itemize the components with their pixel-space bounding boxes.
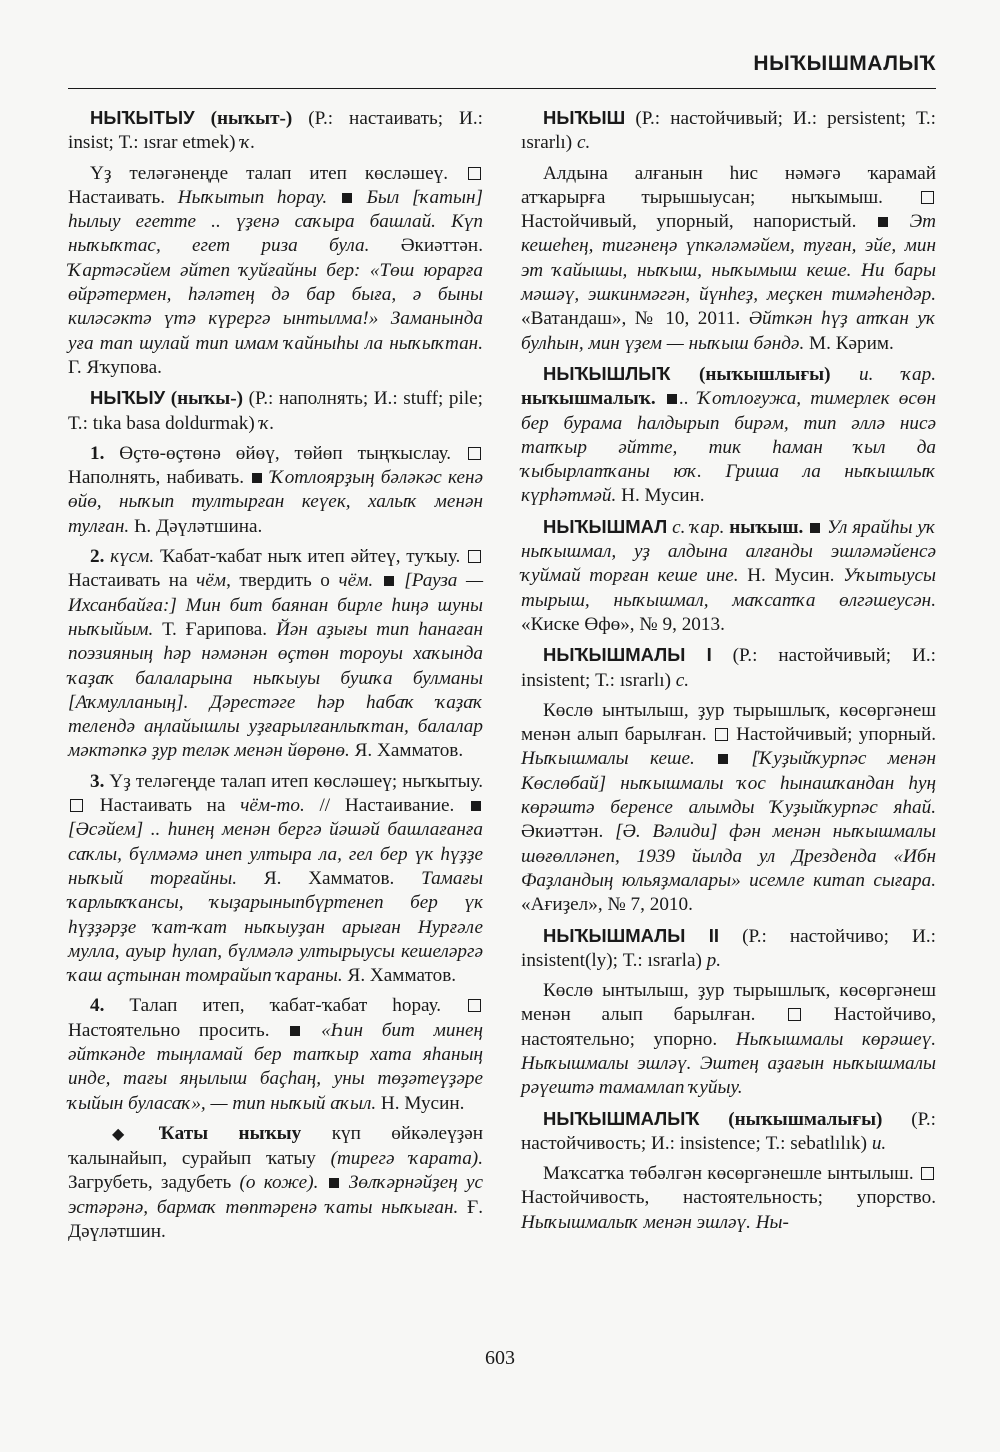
example-marker-icon bbox=[384, 576, 394, 586]
source: Н. Мусин. bbox=[747, 565, 835, 587]
definition: Көслө ынтылыш, ҙур тырышлыҡ, көсөргәнеш менән алып барылған. bbox=[521, 699, 936, 746]
usage-note: (о коже). bbox=[239, 1172, 319, 1194]
russian-marker-icon bbox=[70, 799, 83, 812]
example: Ҡотлоярҙың бәләкәс кенә өйө, ныҡып тултырған кеүек, халыҡ менән тулған. bbox=[68, 467, 483, 537]
idiom bbox=[68, 1122, 483, 1244]
sense-number: 3. bbox=[90, 770, 105, 792]
definition: Үҙ теләгеңде талап итеп көсләшеү; ныҡытыу. bbox=[109, 770, 484, 792]
entry-nykyshmaly-2 bbox=[521, 924, 936, 974]
example: Ныҡытып һорау. bbox=[177, 186, 328, 208]
headword: НЫҠЫШМАЛЫҠ bbox=[543, 1107, 700, 1129]
entry-nykytyu bbox=[68, 106, 483, 156]
source: Г. Яҡупова. bbox=[68, 356, 162, 378]
header-rule bbox=[68, 88, 936, 89]
example-marker-icon bbox=[252, 473, 262, 483]
equivalents: (Р.: настойчивый; И.: persistent; Т.: ısrarlı) bbox=[521, 108, 936, 154]
sense bbox=[521, 162, 936, 356]
entry-nykyu bbox=[68, 386, 483, 436]
sense bbox=[521, 699, 936, 918]
example: Ул ярайһы уҡ ныҡышмал, уҙ алдына алғанды эшләмәйенсә ҡуймай торған кеше ине. bbox=[521, 516, 937, 587]
source: Я. Хамматов. bbox=[347, 965, 457, 987]
russian-translation: Настаивать на чём, твердить о чём. bbox=[68, 570, 374, 592]
part-of-speech: и. bbox=[871, 1132, 887, 1154]
example: Ҡотлоғужа, тимерлек өсөн бер бурама һалдырып бирәм, тип әллә нисә тапҡыр әйтте, тик һаман ҡыл да ҡыбырлатҡаны юҡ. Гриша ла ныҡышлыҡ күрһәтмәй. bbox=[521, 388, 937, 507]
example: [Ҡуҙыйҡурпәс менән Көслөбай] ныҡышмалы ҡос һынашҡандан һуң көрәштә беренсе алымды Ҡуҙыйҡурпәс яһай. bbox=[521, 748, 937, 819]
example: [Ә. Вәлиди] фән менән ныҡышмалы шөғөлләнеп, 1939 йылда ул Дрезденда «Ибн Фаҙландың юльяҙмалары» исемле китап сығара. bbox=[521, 821, 936, 891]
part-of-speech: с. bbox=[672, 516, 686, 538]
equivalents: (Р.: настойчиво; И.: insistent(ly); Т.: ısrarla) bbox=[521, 925, 936, 971]
sense-number: 1. bbox=[90, 442, 105, 464]
example-marker-icon bbox=[342, 193, 352, 203]
page-number: 603 bbox=[485, 1347, 515, 1369]
part-of-speech: ҡ. bbox=[240, 132, 256, 154]
source: «Ватандаш», № 10, 2011. bbox=[521, 308, 741, 330]
sense-2 bbox=[68, 545, 483, 764]
right-column bbox=[521, 106, 936, 1241]
definition: Ҡабат-ҡабат ныҡ итеп әйтеү, туҡыу. bbox=[159, 546, 461, 568]
cross-reference-label: ҡар. bbox=[690, 516, 725, 538]
entry-nykyshmalyk bbox=[521, 1107, 936, 1157]
source: Ғ. Дәүләтшин. bbox=[68, 1196, 484, 1243]
entry-nykyshlyk: НЫҠЫШЛЫҠ (ныҡышлығы) и. ҡар. ныҡышмалыҡ. .. Ҡотлоғужа, тимерлек өсөн бер бурама һалдырып бирәм, тип әллә нисә тапҡыр әйтте, тик һаман ҡыл да ҡыбырлатҡаны юҡ. Гриша ла ныҡышлыҡ күрһәтмәй. Н. Мусин. bbox=[521, 362, 937, 507]
example: Ныҡышмалы көрәшеү. Ныҡышмалы эшләү. Эштең аҙағын ныҡышмалы рәүештә тамамлап ҡуйыу. bbox=[521, 1028, 936, 1099]
usage-label: күсм. bbox=[110, 546, 155, 568]
part-of-speech: ҡ. bbox=[259, 412, 275, 434]
sense-4 bbox=[68, 994, 483, 1115]
sense-3 bbox=[68, 770, 483, 989]
grammatical-form: (ныҡышлығы) bbox=[698, 363, 831, 385]
sense bbox=[521, 979, 936, 1100]
russian-translation: Настойчивый, упорный, напористый. bbox=[521, 211, 857, 233]
definition: Үҙ теләгәнеңде талап итеп көсләшеү. bbox=[90, 162, 449, 184]
headword: НЫҠЫШ bbox=[543, 107, 626, 128]
headword: НЫҠЫШМАЛЫ I bbox=[543, 644, 712, 666]
russian-translation: Настойчивый; упорный. bbox=[736, 724, 937, 746]
example: «Һин бит минең әйткәнде тыңламай бер тапҡыр хата яһаның инде, тағы яңылыш баҫһаң, уны төҙәтеүҙәре ҡыйын буласаҡ», — тип ныҡый аҡыл. bbox=[68, 1019, 483, 1114]
definition: Талап итеп, ҡабат-ҡабат һорау. bbox=[129, 995, 442, 1017]
russian-marker-icon bbox=[921, 1167, 934, 1180]
russian-marker-icon bbox=[715, 728, 728, 741]
part-of-speech: с. bbox=[675, 669, 690, 691]
cross-reference[interactable]: ныҡышмалыҡ. bbox=[521, 388, 656, 410]
equivalents: (Р.: наполнять; И.: stuff; pile; Т.: tıka basa doldurmak) bbox=[68, 388, 484, 434]
russian-marker-icon bbox=[788, 1008, 801, 1021]
russian-translation: Настоятельно просить. bbox=[68, 1019, 270, 1041]
left-column bbox=[68, 106, 483, 1250]
source: Әкиәттән. bbox=[521, 821, 604, 843]
part-of-speech: р. bbox=[706, 949, 722, 971]
grammatical-form: (ныҡыт-) bbox=[210, 108, 293, 129]
idiom-headword: Ҡаты ныҡыу bbox=[158, 1122, 302, 1144]
example: [Рауза — Ихсанбайға:] Мин бит баянан бирле һиңә шуны ныҡыйым. bbox=[68, 570, 484, 640]
equivalents: (Р.: настаивать; И.: insist; Т.: ısrar etmek) bbox=[68, 108, 484, 154]
definition: күп өйкәлеүҙән ҡалынайып, сурайып ҡатыу bbox=[68, 1122, 484, 1170]
russian-translation: Настаивать на чём-то. // Настаивание. bbox=[99, 795, 455, 817]
example-marker-icon bbox=[329, 1178, 339, 1188]
russian-marker-icon bbox=[468, 447, 481, 460]
definition: Өҫтө-өҫтөнә өйөү, төйөп тыңҡыслау. bbox=[119, 442, 452, 464]
example-marker-icon bbox=[471, 801, 481, 811]
running-head: НЫҠЫШМАЛЫҠ bbox=[753, 52, 936, 75]
sense-number: 2. bbox=[90, 546, 105, 568]
russian-translation: Настойчиво, настоятельно; упорно. bbox=[521, 1004, 937, 1050]
source: М. Кәрим. bbox=[809, 332, 894, 354]
example: Ныҡышмалыҡ менән эшләү. Ны- bbox=[521, 1211, 789, 1233]
russian-marker-icon bbox=[921, 191, 934, 204]
example: Ныҡышмалы кеше. bbox=[521, 748, 695, 770]
example: Уҡытыусы тырыш, ныҡышмал, маҡсатҡа өлгәшеусән. bbox=[521, 565, 936, 611]
russian-translation: Настаивать. bbox=[68, 186, 166, 208]
russian-marker-icon bbox=[468, 550, 481, 563]
russian-translation: Загрубеть, задубеть bbox=[68, 1172, 232, 1194]
example-marker-icon bbox=[290, 1026, 300, 1036]
headword: НЫҠЫУ bbox=[90, 387, 166, 409]
example: Зөлҡәрнәйҙең ус эстәрәнә, бармаҡ төптәренә ҡаты ныҡыған. bbox=[68, 1172, 484, 1218]
example-marker-icon bbox=[718, 754, 728, 764]
definition: Маҡсатҡа төбәлгән көсөргәнешле ынтылыш. bbox=[543, 1163, 914, 1185]
example: Тамағы ҡарлыҡҡансы, ҡыҙарыныпбүртенеп бер үк һүҙҙәрҙе ҡат-ҡат ныҡыуҙан арыған Нурғәле мулла, ауыр һулап, бүлмәлә ултырыусы кешеләргә ҡаш аҫтынан томрайып ҡараны. bbox=[68, 867, 483, 987]
example: Эт кешеһең, тигәнеңә үпкәләмәйем, туған, эйе, мин эт ҡайышы, ныҡыш, ныҡымыш кеше. Ни бары мәшәү, эшкинмәгән, йүнһеҙ, меҫкен тимәһендәр. bbox=[521, 211, 936, 306]
source: Әкиәттән. bbox=[400, 235, 484, 257]
russian-translation: Настойчивость, настоятельность; упорство. bbox=[521, 1187, 936, 1209]
definition: Көслө ынтылыш, ҙур тырышлыҡ, көсөргәнеш менән алып барылған. bbox=[521, 980, 936, 1026]
russian-marker-icon bbox=[468, 167, 481, 180]
source: «Ағиҙел», № 7, 2010. bbox=[521, 894, 693, 916]
russian-marker-icon bbox=[468, 999, 481, 1012]
source: «Киске Өфө», № 9, 2013. bbox=[521, 613, 725, 635]
equivalents: (Р.: настойчивый; И.: insistent; Т.: ısrarlı) bbox=[521, 645, 936, 691]
definition: Алдына алғанын һис нәмәгә ҡарамай атҡарырға тырышыусан; ныҡымыш. bbox=[521, 162, 936, 208]
example: Йән аҙығы тип һанаған поэзияның һәр нәмәнән өҫтөн тороуы хаҡында ҡаҙаҡ балаларына ныҡыуы бушҡа булманы [Аҡмулланың]. Дәрестәге һәр һабаҡ ҡаҙаҡ телендә аңлайышлы уҙғарылғанлыҡтан, балалар мәктәпкә ҙур теләк менән йөрөнө. bbox=[68, 618, 484, 762]
source: Я. Хамматов. bbox=[354, 740, 464, 762]
cross-reference[interactable]: ныҡыш. bbox=[729, 516, 804, 538]
example-marker-icon bbox=[878, 217, 888, 227]
headword: НЫҠЫШЛЫҠ bbox=[543, 362, 671, 384]
entry-nykysh bbox=[521, 106, 936, 156]
source: Н. Мусин. bbox=[621, 485, 705, 507]
example-marker-icon bbox=[810, 523, 820, 533]
example: [Әсәйем] .. һинең менән бергә йәшәй башлағанға саҡлы, бүлмәмә инеп ултыра ла, гел бер үк һүҙҙе ныҡый торғайны. bbox=[68, 819, 483, 889]
grammatical-form: (ныҡы-) bbox=[170, 388, 244, 410]
example: Ҡартәсәйем әйтеп ҡуйғайны бер: «Төш юрарға өйрәтермен, һәләтең дә бар быға, ә быны киләсәктә үтә күрергә ынтылма!» Заманында уға тап шулай тип имам ҡайныһы ла ныҡыҡтан. bbox=[68, 259, 483, 354]
example: Был [ҡатын] һылыу егетте .. үҙенә саҡыра башлай. Күп ныҡыҡтас, егет риза була. bbox=[68, 186, 483, 257]
grammatical-form: (ныҡышмалығы) bbox=[728, 1108, 883, 1130]
headword: НЫҠЫТЫУ bbox=[90, 107, 195, 128]
diamond-icon: ◆ bbox=[112, 1125, 125, 1143]
source: Н. Мусин. bbox=[380, 1092, 465, 1114]
equivalents: (Р.: настойчивость; И.: insistence; Т.: sebatlılık) bbox=[521, 1108, 936, 1154]
headword: НЫҠЫШМАЛЫ II bbox=[543, 924, 720, 946]
entry-nykyshmaly-1 bbox=[521, 643, 936, 693]
sense bbox=[68, 162, 483, 381]
example: Әйткән һүҙ атҡан уҡ булһын, мин үҙем — ныҡыш бәндә. bbox=[521, 308, 936, 354]
sense-number: 4. bbox=[90, 995, 105, 1017]
part-of-speech: и. bbox=[859, 363, 874, 385]
source: Т. Ғарипова. bbox=[162, 618, 268, 640]
example-marker-icon bbox=[667, 394, 677, 404]
source: Я. Хамматов. bbox=[263, 867, 395, 889]
cross-reference-label: ҡар. bbox=[901, 363, 937, 385]
headword: НЫҠЫШМАЛ bbox=[543, 515, 668, 537]
russian-translation: Наполнять, набивать. bbox=[68, 467, 245, 489]
sense bbox=[521, 1162, 936, 1235]
part-of-speech: с. bbox=[576, 132, 591, 154]
source: Һ. Дәүләтшина. bbox=[133, 515, 263, 537]
usage-note: (тирегә ҡарата). bbox=[330, 1148, 483, 1170]
sense-1 bbox=[68, 442, 483, 539]
entry-nykyshmal bbox=[521, 515, 936, 637]
